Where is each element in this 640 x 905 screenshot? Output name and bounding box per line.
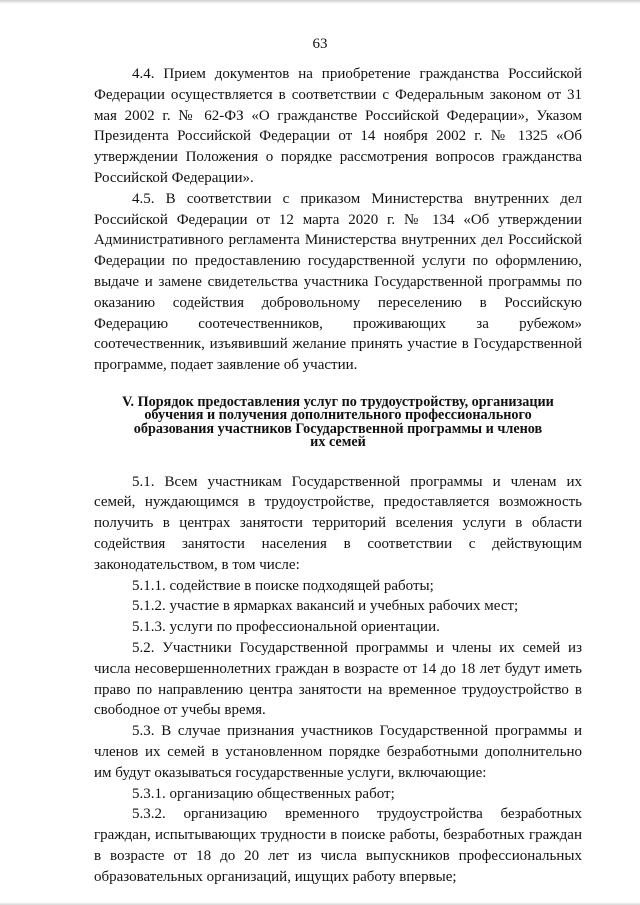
paragraph-5-3-2: 5.3.2. организацию временного трудоустройства безработных граждан, испытывающих трудности в поиске работы, безработных граждан в возрасте от 18 до 20 лет из числа выпускников профессиональных образовательных организаций, ищущих работу впервые; [94,806,582,885]
paragraph-5-1: 5.1. Всем участникам Государственной программы и членам их семей, нуждающимся в трудоустройстве, предоставляется возможность получить в центрах занятости территорий вселения услуги в области содействия занятости населения в соответствии с действующим законодательством, в том числе: [94,473,582,573]
paragraph-5-3-1: 5.3.1. организацию общественных работ; [132,785,395,802]
page-number: 63 [312,36,328,52]
section-heading-v [94,393,582,451]
paragraph-5-2: 5.2. Участники Государственной программы и члены их семей из числа несовершеннолетних граждан в возрасте от 14 до 18 лет будут иметь право по направлению центра занятости на временное трудоустройство в свободное от учебы время. [94,639,582,719]
document-body [94,64,582,888]
scan-edge-top [0,0,640,4]
paragraph-4-4: 4.4. Прием документов на приобретение гражданства Российской Федерации осуществляется в соответствии с Федеральным законом от 31 мая 2002 г. № 62-ФЗ «О гражданстве Российской Федерации», Указом Президента Российской Федерации от 14 ноября 2002 г. № 1325 «Об утверждении Положения о порядке рассмотрения вопросов гражданства Российской Федерации». [94,66,582,186]
heading-line-3: образования участников Государственной программы и членов [133,420,543,437]
paragraph-5-1-3: 5.1.3. услуги по профессиональной ориентации. [132,619,440,636]
paragraph-5-1-1: 5.1.1. содействие в поиске подходящей работы; [132,577,434,594]
heading-line-1: V. Порядок предоставления услуг по трудоустройству, организации [122,393,554,410]
heading-line-2: обучения и получения дополнительного профессионального [144,407,532,424]
heading-line-4: их семей [310,434,366,451]
paragraph-4-5: 4.5. В соответствии с приказом Министерства внутренних дел Российской Федерации от 12 марта 2020 г. № 134 «Об утверждении Административного регламента Министерства внутренних дел Российской Федерации по предоставлению государственной услуги по оформлению, выдаче и замене свидетельства участника Государственной программы по оказанию содействия добровольному переселению в Российскую Федерацию соотечественников, проживающих за рубежом» соотечественник, изъявивший желание принять участие в Государственной программе, подает заявление об участии. [94,190,582,374]
paragraph-5-1-2: 5.1.2. участие в ярмарках вакансий и учебных рабочих мест; [132,598,519,615]
paragraph-5-3: 5.3. В случае признания участников Государственной программы и членов их семей в установленном порядке безработными дополнительно им будут оказываться государственные услуги, включающие: [94,723,582,781]
